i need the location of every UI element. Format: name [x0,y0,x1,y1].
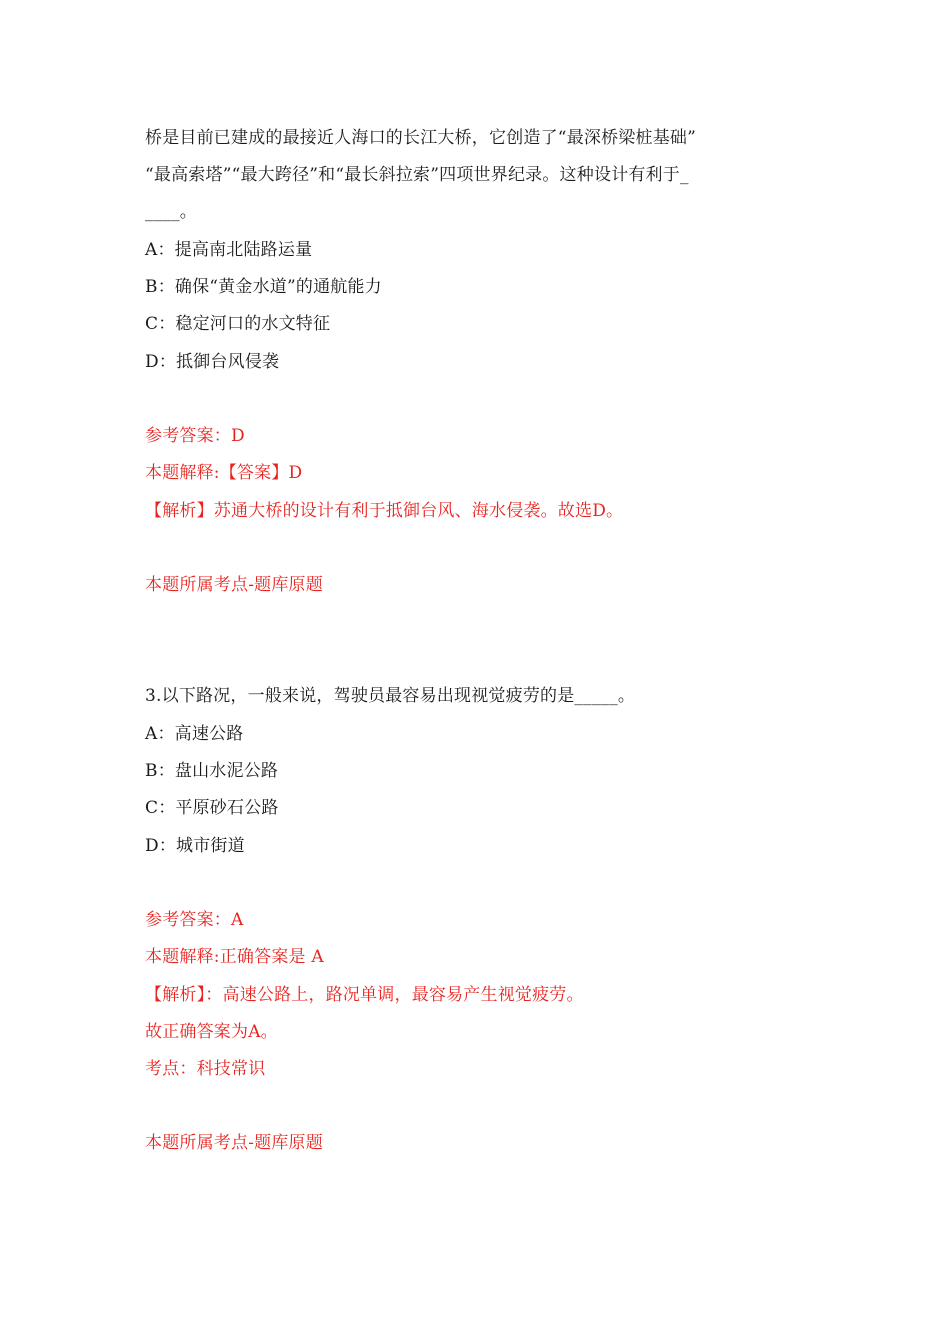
q2-option-b: B：确保“黄金水道”的通航能力 [145,277,382,297]
q3-conclusion: 故正确答案为A。 [145,1022,278,1042]
q3-answer: 参考答案：A [145,910,244,930]
q3-analysis: 【解析】：高速公路上，路况单调，最容易产生视觉疲劳。 [145,985,584,1005]
q3-option-d: D：城市街道 [145,836,245,856]
q2-stem-line-1: 桥是目前已建成的最接近人海口的长江大桥，它创造了“最深桥梁桩基础” [145,128,696,148]
q2-analysis: 【解析】苏通大桥的设计有利于抵御台风、海水侵袭。故选D。 [145,501,624,521]
q3-source: 本题所属考点-题库原题 [145,1133,323,1153]
q3-option-b: B：盘山水泥公路 [145,761,279,781]
q2-answer: 参考答案：D [145,426,245,446]
q3-explanation: 本题解释:正确答案是 A [145,947,324,967]
q3-option-c: C：平原砂石公路 [145,798,279,818]
q3-topic: 考点：科技常识 [145,1059,266,1079]
q3-option-a: A：高速公路 [145,724,244,744]
q2-stem-line-3: ____。 [145,202,197,222]
q2-explanation: 本题解释:【答案】D [145,463,303,483]
q2-option-c: C：稳定河口的水文特征 [145,314,331,334]
q2-stem-line-2: “最高索塔”“最大跨径”和“最长斜拉索”四项世界纪录。这种设计有利于_ [145,165,689,185]
q2-option-a: A：提高南北陆路运量 [145,240,313,260]
q3-stem: 3.以下路况，一般来说，驾驶员最容易出现视觉疲劳的是_____。 [145,686,636,706]
q2-option-d: D：抵御台风侵袭 [145,352,280,372]
q2-source: 本题所属考点-题库原题 [145,575,323,595]
